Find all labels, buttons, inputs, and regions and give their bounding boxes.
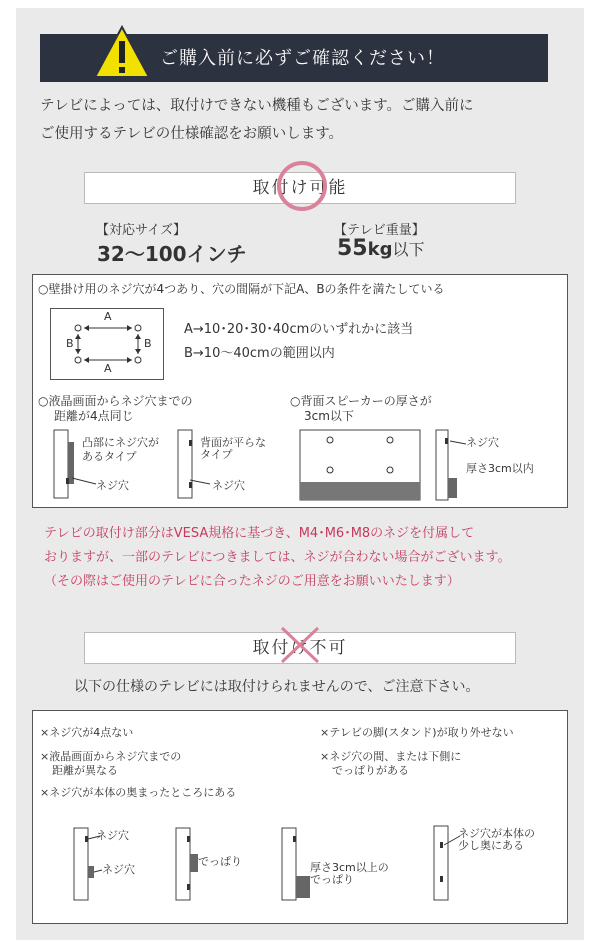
- convex-screw-label: ネジ穴: [96, 479, 129, 492]
- intro-line-2: ご使用するテレビの仕様確認をお願いします。: [40, 126, 344, 142]
- label-b-left: B: [66, 337, 74, 350]
- weight-label: 【テレビ重量】: [334, 223, 425, 238]
- speaker-screw-label: ネジ穴: [466, 436, 499, 449]
- label-b-right: B: [144, 337, 152, 350]
- weight-value: [337, 236, 425, 261]
- flat-label-line-2: タイプ: [200, 448, 233, 461]
- diagram-2-label: でっぱり: [198, 855, 242, 868]
- weight-value-suffix: 以下: [392, 240, 425, 259]
- condition-a: A→10･20･30･40cmのいずれかに該当: [184, 322, 414, 337]
- header-title: ご購入前に必ずご確認ください！: [160, 48, 445, 69]
- impossible-item-2-line-1: ×液晶画面からネジ穴までの: [40, 750, 182, 763]
- diagram-4-label-line-2: 少し奥にある: [458, 839, 524, 852]
- warning-icon: [92, 24, 152, 80]
- flat-screw-label: ネジ穴: [212, 479, 245, 492]
- size-label: 【対応サイズ】: [96, 223, 186, 238]
- condition-3-line-2: 3cm以下: [304, 409, 354, 423]
- notice-line-2: おりますが、一部のテレビにつきましては、ネジが合わない場合がございます。: [44, 550, 511, 565]
- diagram-1-bottom-label: ネジ穴: [102, 863, 135, 876]
- speaker-thickness-label: 厚さ3cm以内: [466, 462, 534, 475]
- weight-value-unit: kg: [367, 239, 393, 260]
- condition-b: B→10〜40cmの範囲以内: [184, 346, 335, 361]
- impossible-subtitle: 以下の仕様のテレビには取付けられませんので、ご注意下さい。: [74, 679, 480, 695]
- impossible-item-2-line-2: 距離が異なる: [52, 764, 118, 777]
- flat-label-line-1: 背面が平らな: [200, 436, 266, 449]
- label-a-bottom: A: [104, 362, 112, 375]
- circle-mark-icon: [274, 158, 330, 214]
- notice-line-3: （その際はご使用のテレビに合ったネジのご用意をお願いいたします）: [44, 574, 460, 589]
- impossible-item-4: ×テレビの脚(スタンド)が取り外せない: [320, 726, 514, 739]
- impossible-title: 取付け不可: [252, 638, 348, 658]
- size-value: 32〜100インチ: [97, 242, 247, 266]
- weight-value-num: 55: [337, 236, 368, 261]
- impossible-item-5-line-1: ×ネジ穴の間、または下側に: [320, 750, 462, 763]
- vesa-notice: [44, 522, 510, 594]
- condition-2-line-2: 距離が4点同じ: [54, 409, 134, 423]
- convex-label-line-2: あるタイプ: [82, 450, 137, 463]
- condition-1: ○壁掛け用のネジ穴が4つあり、穴の間隔が下記A、Bの条件を満たしている: [38, 282, 445, 296]
- diagram-3-label-line-1: 厚さ3cm以上の: [310, 861, 389, 874]
- diagram-3-label-line-2: でっぱり: [310, 873, 354, 886]
- label-a-top: A: [104, 310, 112, 323]
- leader-line: [188, 474, 214, 488]
- speaker-tv-side-icon: [432, 428, 468, 502]
- condition-3-line-1: ○背面スピーカーの厚さが: [290, 394, 432, 408]
- convex-label-line-1: 凸部にネジ穴が: [82, 436, 159, 449]
- impossible-item-3: ×ネジ穴が本体の奥まったところにある: [40, 786, 237, 799]
- impossible-item-5-line-2: でっぱりがある: [332, 764, 409, 777]
- notice-line-1: テレビの取付け部分はVESA規格に基づき、M4･M6･M8のネジを付属して: [44, 526, 475, 541]
- flat-tv-side-icon: [174, 428, 198, 500]
- diagram-1-top-label: ネジ穴: [96, 829, 129, 842]
- diagram-4-label-line-1: ネジ穴が本体の: [458, 827, 535, 840]
- possible-title: 取付け可能: [252, 178, 348, 198]
- intro-line-1: テレビによっては、取付けできない機種もございます。ご購入前に: [40, 98, 474, 114]
- impossible-item-1: ×ネジ穴が4点ない: [40, 726, 134, 739]
- cross-mark-icon: [276, 622, 324, 668]
- condition-2-line-1: ○液晶画面からネジ穴までの: [38, 394, 193, 408]
- intro-text: [40, 92, 560, 148]
- tv-back-speaker-icon: [298, 428, 424, 502]
